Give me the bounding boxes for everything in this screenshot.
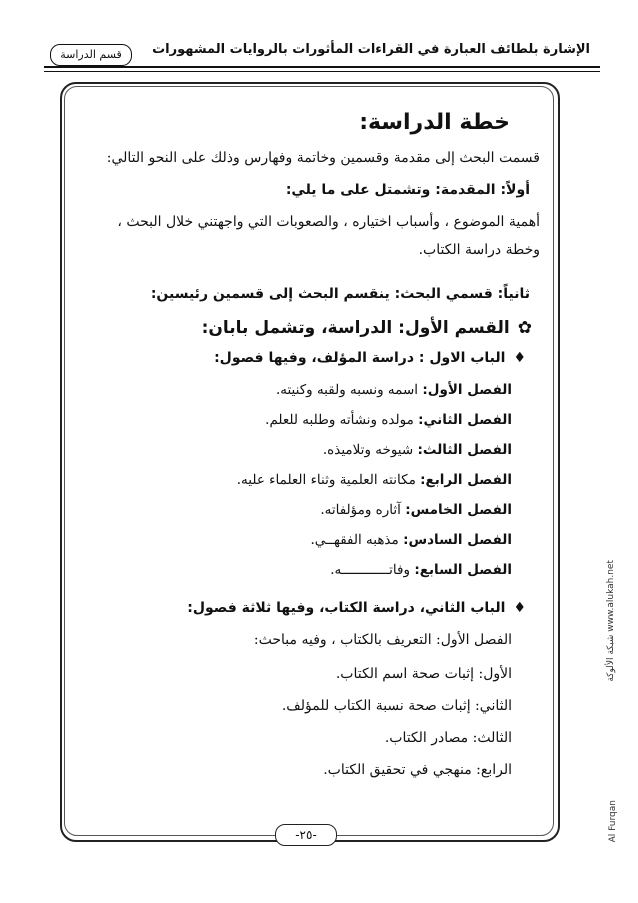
header-rule — [44, 66, 600, 68]
diamond-icon: ♦ — [513, 600, 526, 616]
first-body-line-1: أهمية الموضوع ، وأسباب اختياره ، والصعوبات التي واجهتني خلال البحث ، — [117, 214, 540, 230]
chapter2-heading — [187, 600, 526, 616]
section-text: مولده ونشأته وطلبه للعلم. — [265, 412, 414, 428]
ch2-intro: الفصل الأول: التعريف بالكتاب ، وفيه مباحث: — [253, 632, 512, 648]
chapter1-heading — [214, 350, 526, 366]
ch1-section — [311, 532, 512, 548]
first-heading: أولاً: المقدمة: وتشمتل على ما يلي: — [285, 182, 530, 198]
section-text: وفاتــــــــــــه. — [330, 562, 411, 578]
section-label: الفصل السادس: — [403, 532, 512, 548]
intro-text: قسمت البحث إلى مقدمة وقسمين وخاتمة وفهارس وذلك على النحو التالي: — [106, 150, 540, 166]
section-label: الفصل الثاني: — [418, 412, 512, 428]
section-text: مذهبه الفقهــي. — [310, 532, 399, 548]
chapter2-heading-text: الباب الثاني، دراسة الكتاب، وفيها ثلاثة فصول: — [187, 600, 506, 616]
section-label: الفصل السابع: — [414, 562, 512, 578]
ch1-section — [320, 502, 512, 518]
first-body-line-2: وخطة دراسة الكتاب. — [418, 242, 540, 258]
part1-heading — [202, 318, 532, 338]
page-frame-inner — [64, 86, 554, 836]
flower-icon: ✿ — [517, 318, 532, 338]
ch2-item: الرابع: منهجي في تحقيق الكتاب. — [323, 762, 512, 778]
section-label: الفصل الرابع: — [420, 472, 512, 488]
ch1-section — [276, 382, 512, 398]
header-rule-thin — [44, 71, 600, 72]
section-text: اسمه ونسبه ولقبه وكنيته. — [275, 382, 419, 398]
ch2-item: الثاني: إثبات صحة نسبة الكتاب للمؤلف. — [281, 698, 512, 714]
second-heading: ثانياً: قسمي البحث: ينقسم البحث إلى قسمين رئيسين: — [150, 286, 530, 302]
ch2-item: الثالث: مصادر الكتاب. — [384, 730, 512, 746]
ch1-section — [237, 472, 512, 488]
section-text: شيوخه وتلاميذه. — [322, 442, 414, 458]
page-header — [44, 38, 600, 72]
section-text: مكانته العلمية وثناء العلماء عليه. — [236, 472, 416, 488]
side-watermark: شبكة الألوكة www.alukah.net — [606, 560, 616, 682]
ch1-section — [330, 562, 512, 578]
section-tab: قسم الدراسة — [50, 44, 132, 66]
section-label: الفصل الأول: — [422, 382, 512, 398]
ch2-item: الأول: إثبات صحة اسم الكتاب. — [335, 666, 512, 682]
section-label: الفصل الثالث: — [417, 442, 512, 458]
page-title: خطة الدراسة: — [359, 110, 510, 135]
section-label: الفصل الخامس: — [405, 502, 512, 518]
part1-heading-text: القسم الأول: الدراسة، وتشمل بابان: — [201, 318, 510, 338]
ch1-section — [323, 442, 512, 458]
diamond-icon: ♦ — [513, 350, 526, 366]
side-watermark-bottom: Al Furqan — [608, 800, 618, 843]
book-title: الإشارة بلطائف العبارة في القراءات المأثورات بالروايات المشهورات — [152, 42, 590, 57]
page-number: -٢٥- — [275, 824, 337, 846]
ch1-section — [265, 412, 512, 428]
chapter1-heading-text: الباب الاول : دراسة المؤلف، وفيها فصول: — [214, 350, 506, 366]
section-text: آثاره ومؤلفاته. — [320, 502, 401, 518]
